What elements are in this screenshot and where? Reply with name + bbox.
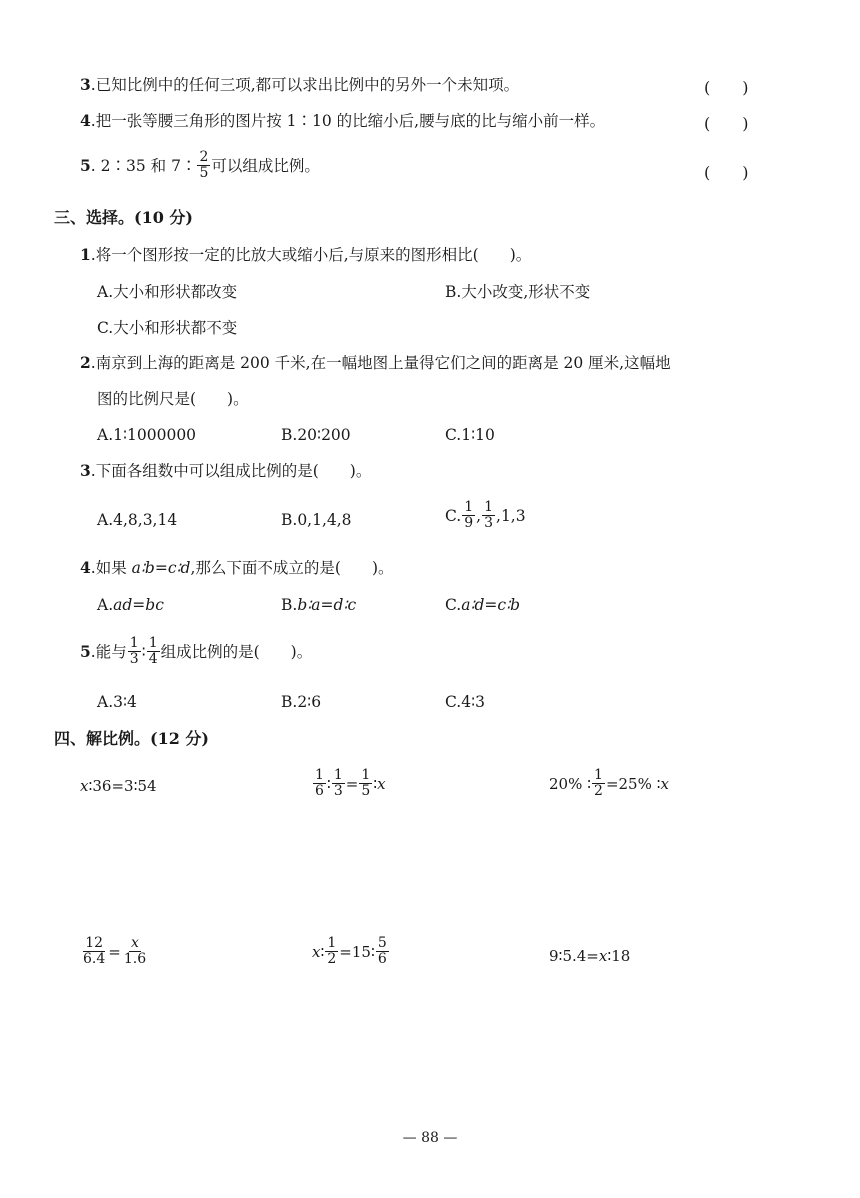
answer-paren: ( ) <box>704 78 749 97</box>
option-a: A.4,8,3,14 <box>97 511 178 529</box>
option-c: C.1∶10 <box>445 426 495 444</box>
fraction: $\frac{1}{4}$ <box>148 635 158 667</box>
judge-item-5 <box>80 150 320 181</box>
answer-paren: ( ) <box>704 163 749 182</box>
equation-2: $\frac{1}{6}$ ∶ $\frac{1}{3}$ = $\frac{1}{5}$ ∶ x <box>315 767 386 799</box>
section-title: 四、解比例。(12 分) <box>54 729 209 748</box>
item-number: 3 <box>80 75 91 94</box>
item-text: . 2∶35 和 7∶ <box>90 156 197 175</box>
fraction: $\frac{1}{3}$ <box>129 635 139 667</box>
fraction: $\frac{1}{3}$ <box>484 499 494 531</box>
option-b: B.大小改变,形状不变 <box>445 283 591 301</box>
judge-item-4 <box>80 111 605 131</box>
choice-q3: 3.下面各组数中可以组成比例的是( )。 <box>80 461 372 480</box>
option-c: C.a∶d=c∶b <box>445 596 521 614</box>
choice-q4: 4.如果 a∶b=c∶d,那么下面不成立的是( )。 <box>80 558 394 577</box>
item-number: 4 <box>80 111 91 130</box>
item-text: 可以组成比例。 <box>211 156 320 175</box>
fraction: $\frac{2}{5}$ <box>199 149 209 181</box>
equation-4: $\frac{12}{6.4}$ = $\frac{x}{1.6}$ <box>83 935 147 967</box>
option-c: C.大小和形状都不变 <box>97 319 238 337</box>
choice-q1: 1.将一个图形按一定的比放大或缩小后,与原来的图形相比( )。 <box>80 245 532 264</box>
item-text: .把一张等腰三角形的图片按 1∶10 的比缩小后,腰与底的比与缩小前一样。 <box>90 112 606 130</box>
option-a: A.大小和形状都改变 <box>97 283 238 301</box>
page-number: — 88 — <box>402 1130 458 1146</box>
equation-1: x ∶36=3∶54 <box>80 777 157 795</box>
equation-3: 20% ∶ $\frac{1}{2}$ =25% ∶ x <box>549 767 669 799</box>
choice-q2: 2.南京到上海的距离是 200 千米,在一幅地图上量得它们之间的距离是 20 厘米,这幅地 <box>80 353 671 372</box>
choice-q2-line2: 图的比例尺是( )。 <box>97 390 249 408</box>
choice-q5: 5 .能与 $\frac{1}{3}$ ∶ $\frac{1}{4}$ 组成比例的是( )。 <box>80 635 313 667</box>
section-title: 三、选择。(10 分) <box>54 208 193 227</box>
judge-item-3 <box>80 75 519 95</box>
option-b: B.0,1,4,8 <box>281 511 352 529</box>
option-a: A.ad=bc <box>97 596 164 614</box>
answer-paren: ( ) <box>704 114 749 133</box>
option-c: C.4∶3 <box>445 693 485 711</box>
option-a: A.1∶1000000 <box>97 426 197 444</box>
equation-6: 9∶5.4= x ∶18 <box>549 947 631 965</box>
option-b: B.b∶a=d∶c <box>281 596 357 614</box>
option-b: B.2∶6 <box>281 693 322 711</box>
option-c: C. $\frac{1}{9}$ , $\frac{1}{3}$ ,1,3 <box>445 499 526 531</box>
item-number: 5 <box>80 155 91 175</box>
item-text: .已知比例中的任何三项,都可以求出比例中的另外一个未知项。 <box>90 76 520 94</box>
fraction: $\frac{1}{9}$ <box>464 499 474 531</box>
option-a: A.3∶4 <box>97 693 137 711</box>
option-b: B.20∶200 <box>281 426 351 444</box>
equation-5: x ∶ $\frac{1}{2}$ =15∶ $\frac{5}{6}$ <box>312 935 387 967</box>
